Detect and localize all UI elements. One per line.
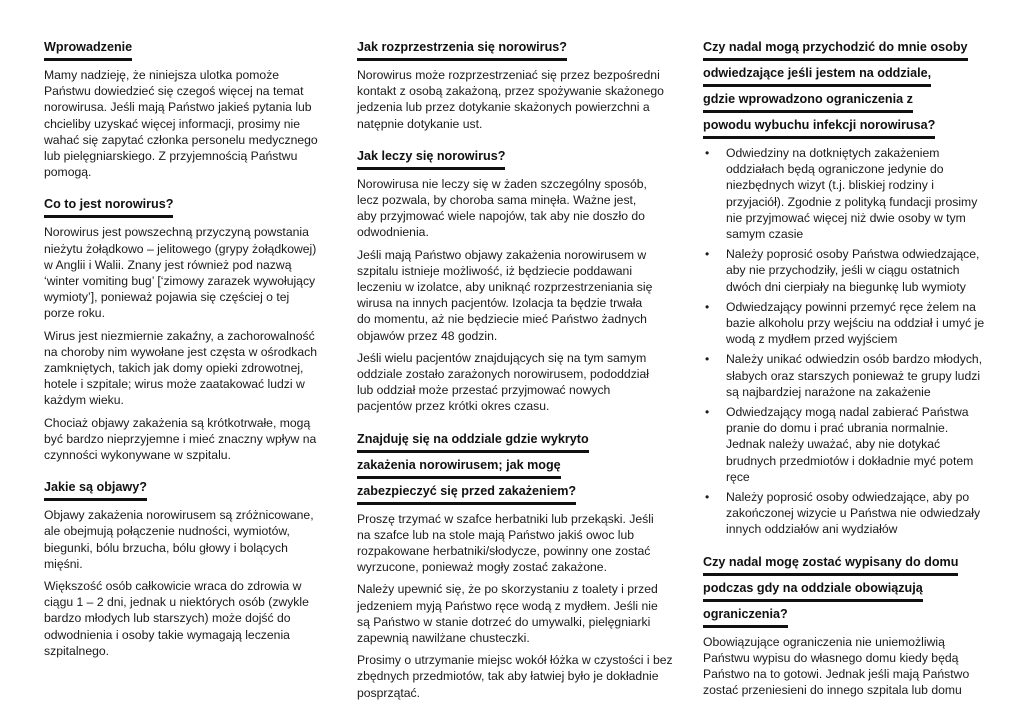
text-line: do momentu, aż nie będziecie mieć Państwo żadnych bbox=[357, 312, 647, 327]
bullet-icon: • bbox=[705, 490, 710, 505]
list-item bbox=[703, 145, 993, 242]
text-line: na szafce lub na stole mają Państwo jakiś owoc lub bbox=[357, 527, 635, 542]
text-line: być bardzo nieprzyjemne i mieć znaczny wpływ na bbox=[44, 431, 317, 446]
heading-text: Jak rozprzestrzenia się norowirus? bbox=[357, 37, 567, 61]
text-line: Odwiedzający mogą nadal zabierać Państwa bbox=[726, 405, 969, 420]
text-line: nie przyjmować więcej niż dwie osoby w tym bbox=[726, 210, 966, 225]
text-line: Należy unikać odwiedzin osób bardzo młodych, bbox=[726, 352, 983, 367]
heading-text: Jak leczy się norowirus? bbox=[357, 146, 505, 170]
heading-line bbox=[357, 37, 667, 63]
text-line: pranie do domu i prać ubrania normalnie. bbox=[726, 421, 949, 436]
text-line: aby nie przychodziły, jeśli w ciągu ostatnich bbox=[726, 263, 960, 278]
heading-line bbox=[44, 477, 334, 503]
section-heading bbox=[357, 146, 667, 172]
heading-line bbox=[44, 194, 334, 220]
text-line: Proszę trzymać w szafce herbatniki lub przekąski. Jeśli bbox=[357, 511, 654, 526]
paragraph bbox=[44, 224, 334, 321]
text-line: posprzątać. bbox=[357, 685, 421, 700]
bullet-icon: • bbox=[705, 247, 710, 262]
text-line: przyjaciół). Zgodnie z polityką fundacji prosimy bbox=[726, 194, 978, 209]
text-line: innych oddziałów ani wydziałów bbox=[726, 522, 898, 537]
text-line: brudnych przedmiotów i dokładnie myć potem bbox=[726, 453, 974, 468]
list-item bbox=[703, 404, 993, 485]
section-heading bbox=[357, 37, 667, 63]
text-line: odwodnienia. bbox=[357, 225, 429, 240]
text-line: natępnie dotykanie ust. bbox=[357, 116, 483, 131]
heading-line bbox=[703, 89, 993, 115]
text-line: leczeniu w izolatce, aby uniknąć rozprzestrzeniania się bbox=[357, 280, 653, 295]
section-heading bbox=[44, 37, 334, 63]
paragraph bbox=[357, 652, 673, 701]
heading-line bbox=[357, 481, 667, 507]
text-line: ciągu 1 – 2 dni, jednak u niektórych osób (zwykle bbox=[44, 595, 309, 610]
text-line: są najbardziej narażone na zakażenie bbox=[726, 384, 931, 399]
text-line: norowirusa. Jeśli mają Państwo jakieś pytania lub bbox=[44, 100, 312, 115]
paragraph bbox=[44, 328, 334, 409]
text-line: szpitalnego. bbox=[44, 643, 110, 658]
column-right bbox=[703, 37, 993, 704]
text-line: mięśni. bbox=[44, 556, 83, 571]
paragraph bbox=[357, 247, 667, 344]
text-line: rozpakowane herbatniki/słodycze, powinny one zostać bbox=[357, 544, 651, 559]
text-line: Objawy zakażenia norowirusem są zróżnicowane, bbox=[44, 508, 314, 523]
heading-text: podczas gdy na oddziale obowiązują bbox=[703, 578, 923, 602]
heading-text: Co to jest norowirus? bbox=[44, 194, 173, 218]
list-item bbox=[703, 351, 993, 400]
heading-text: Czy nadal mogą przychodzić do mnie osoby bbox=[703, 37, 968, 61]
paragraph bbox=[703, 634, 993, 699]
text-line: dwóch dni cierpiały na biegunkę lub wymioty bbox=[726, 279, 966, 294]
column-middle bbox=[357, 37, 673, 707]
text-line: ręce bbox=[726, 469, 750, 484]
heading-line bbox=[357, 455, 667, 481]
text-line: lub oddział może przestać przyjmować nowych bbox=[357, 383, 611, 398]
heading-text: Znajduję się na oddziale gdzie wykryto bbox=[357, 429, 589, 453]
heading-line bbox=[703, 604, 993, 630]
paragraph bbox=[357, 350, 667, 415]
text-line: odwodnienia i osoby takie wymagają leczenia bbox=[44, 627, 290, 642]
list-item bbox=[703, 246, 993, 295]
text-line: Należy poprosić osoby Państwa odwiedzające, bbox=[726, 247, 980, 262]
text-line: zostać przeniesieni do innego szpitala lub domu bbox=[703, 683, 962, 698]
text-line: Jeśli wielu pacjentów znajdujących się na tym samym bbox=[357, 350, 647, 365]
heading-line bbox=[703, 37, 993, 63]
paragraph bbox=[357, 581, 667, 646]
paragraph bbox=[44, 507, 334, 572]
text-line: kontakt z osobą zakażoną, przez spożywanie skażonego bbox=[357, 84, 664, 99]
text-line: Należy poprosić osoby odwiedzające, aby po bbox=[726, 490, 970, 505]
paragraph bbox=[44, 67, 334, 180]
heading-text: Czy nadal mogę zostać wypisany do domu bbox=[703, 552, 958, 576]
text-line: samym czasie bbox=[726, 227, 804, 242]
text-line: Państwo na to gotowi. Jednak jeśli mają Państwo bbox=[703, 667, 970, 682]
paragraph bbox=[44, 415, 334, 464]
column-left bbox=[44, 37, 334, 665]
text-line: wodą z mydłem przed wyjściem bbox=[726, 332, 898, 347]
text-line: Norowirusa nie leczy się w żaden szczególny sposób, bbox=[357, 176, 647, 191]
bullet-icon: • bbox=[705, 352, 710, 367]
text-line: wyrzucone, ponieważ mogły zostać zakażone. bbox=[357, 560, 607, 575]
section-heading bbox=[703, 552, 993, 630]
text-line: słabych oraz starszych ponieważ te grupy ludzi bbox=[726, 368, 981, 383]
section-heading bbox=[703, 37, 993, 141]
text-line: Odwiedzający powinni przemyć ręce żelem na bbox=[726, 299, 976, 314]
text-line: Państwu wypisu do własnego domu kiedy będą bbox=[703, 650, 959, 665]
section-heading bbox=[44, 477, 334, 503]
bullet-icon: • bbox=[705, 405, 710, 420]
text-line: porze roku. bbox=[44, 306, 105, 321]
text-line: niezbędnych wizyt (t.j. bliskiej rodziny i bbox=[726, 178, 934, 193]
text-line: oddziałach będą ograniczone jedynie do bbox=[726, 162, 944, 177]
text-line: zbędnych przedmiotów, tak aby łatwiej było je dokładnie bbox=[357, 669, 659, 684]
text-line: Chociaż objawy zakażenia są krótkotrwałe, mogą bbox=[44, 415, 311, 430]
bullet-icon: • bbox=[705, 146, 710, 160]
text-line: Prosimy o utrzymanie miejsc wokół łóżka w czystości i bez bbox=[357, 653, 673, 668]
heading-line bbox=[44, 37, 334, 63]
text-line: Należy upewnić się, że po skorzystaniu z toalety i przed bbox=[357, 582, 658, 597]
text-line: Jeśli mają Państwo objawy zakażenia norowirusem w bbox=[357, 247, 647, 262]
text-line: w Anglii i Walii. Znany jest również pod nazwą bbox=[44, 257, 292, 272]
text-line: wirusa na innych pacjentów. Izolacja ta będzie trwała bbox=[357, 296, 643, 311]
heading-line bbox=[703, 578, 993, 604]
text-line: wymioty’], ponieważ pojawia się częściej o tej bbox=[44, 290, 290, 305]
heading-text: zabezpieczyć się przed zakażeniem? bbox=[357, 481, 576, 505]
paragraph bbox=[357, 176, 667, 241]
heading-text: gdzie wprowadzono ograniczenia z bbox=[703, 89, 913, 113]
heading-text: zakażenia norowirusem; jak mogę bbox=[357, 455, 561, 479]
text-line: Mamy nadzieję, że niniejsza ulotka pomoże bbox=[44, 68, 280, 82]
text-line: Państwu dowiedzieć się czegoś więcej na temat bbox=[44, 84, 304, 99]
text-line: ‘winter vomiting bug’ [‘zimowy zarazek wywołujący bbox=[44, 274, 316, 289]
heading-text: powodu wybuchu infekcji norowirusa? bbox=[703, 115, 935, 139]
paragraph bbox=[44, 578, 334, 659]
text-line: objawów przez 48 godzin. bbox=[357, 328, 498, 343]
heading-line bbox=[703, 115, 993, 141]
text-line: Norowirus może rozprzestrzeniać się przez bezpośredni bbox=[357, 68, 660, 82]
text-line: zapewnią nawilżane chusteczki. bbox=[357, 631, 530, 646]
bullet-list bbox=[703, 145, 993, 538]
text-line: zakończonej wizycie u Państwa nie odwiedzały bbox=[726, 506, 981, 521]
text-line: chcieliby uzyskać więcej informacji, prosimy nie bbox=[44, 116, 301, 131]
text-line: jedzenia lub przez dotykanie skażonych powierzchni a bbox=[357, 100, 650, 115]
text-line: biegunki, bólu brzucha, bólu głowy i bolących bbox=[44, 540, 288, 555]
text-line: pomogą. bbox=[44, 165, 92, 180]
text-line: wahać się zapytać członka personelu medycznego bbox=[44, 132, 318, 147]
heading-text: odwiedzające jeśli jestem na oddziale, bbox=[703, 63, 931, 87]
text-line: oddziale zostało zarażonych norowirusem, pododdział bbox=[357, 367, 649, 382]
list-item bbox=[703, 299, 993, 348]
text-line: Norowirus jest powszechną przyczyną powstania bbox=[44, 225, 309, 240]
text-line: Większość osób całkowicie wraca do zdrowia w bbox=[44, 579, 302, 594]
section-heading bbox=[44, 194, 334, 220]
text-line: pacjentów przez krótki okres czasu. bbox=[357, 399, 550, 414]
heading-line bbox=[703, 552, 993, 578]
text-line: zamkniętych, takich jak domy opieki zdrowotnej, bbox=[44, 361, 304, 376]
text-line: Wirus jest niezmiernie zakaźny, a zachorowalność bbox=[44, 328, 315, 343]
text-line: aby przyjmować wiele napojów, tak aby nie doszło do bbox=[357, 209, 645, 224]
heading-text: ograniczenia? bbox=[703, 604, 788, 628]
text-line: ale obejmują połączenie nudności, wymiotów, bbox=[44, 524, 290, 539]
text-line: szpitalu istnieje możliwość, iż będziecie poddawani bbox=[357, 263, 633, 278]
text-line: Odwiedziny na dotkniętych zakażeniem bbox=[726, 146, 940, 160]
text-line: bardzo młodych lub starszych) może dojść do bbox=[44, 611, 291, 626]
heading-text: Wprowadzenie bbox=[44, 37, 132, 61]
list-item bbox=[703, 489, 993, 538]
text-line: nieżytu żołądkowo – jelitowego (grypy żołądkowej) bbox=[44, 241, 317, 256]
heading-line bbox=[703, 63, 993, 89]
paragraph bbox=[357, 511, 667, 576]
heading-line bbox=[357, 146, 667, 172]
text-line: jedzeniem myją Państwo ręce wodą z mydłem. Jeśli nie bbox=[357, 598, 658, 613]
text-line: na choroby nim wywołane jest częsta w ośrodkach bbox=[44, 344, 317, 359]
text-line: czynności wykonywane w szpitalu. bbox=[44, 448, 231, 463]
bullet-icon: • bbox=[705, 299, 710, 314]
text-line: każdym wieku. bbox=[44, 393, 124, 408]
heading-text: Jakie są objawy? bbox=[44, 477, 147, 501]
text-line: hotele i szpitale; wirus może zaatakować ludzi w bbox=[44, 377, 305, 392]
paragraph bbox=[357, 67, 667, 132]
text-line: Jednak należy uważać, aby nie dotykać bbox=[726, 437, 941, 452]
text-line: bazie alkoholu przy wejściu na oddział i umyć je bbox=[726, 316, 985, 331]
section-heading bbox=[357, 429, 667, 507]
text-line: lub pielęgniarskiego. Z przyjemnością Państwu bbox=[44, 149, 298, 164]
text-line: Obowiązujące ograniczenia nie uniemożliwią bbox=[703, 634, 945, 649]
text-line: lecz pozwala, by choroba sama minęła. Ważne jest, bbox=[357, 193, 637, 208]
text-line: są Państwo w stanie dotrzeć do umywalki, pielęgniarki bbox=[357, 614, 651, 629]
heading-line bbox=[357, 429, 667, 455]
